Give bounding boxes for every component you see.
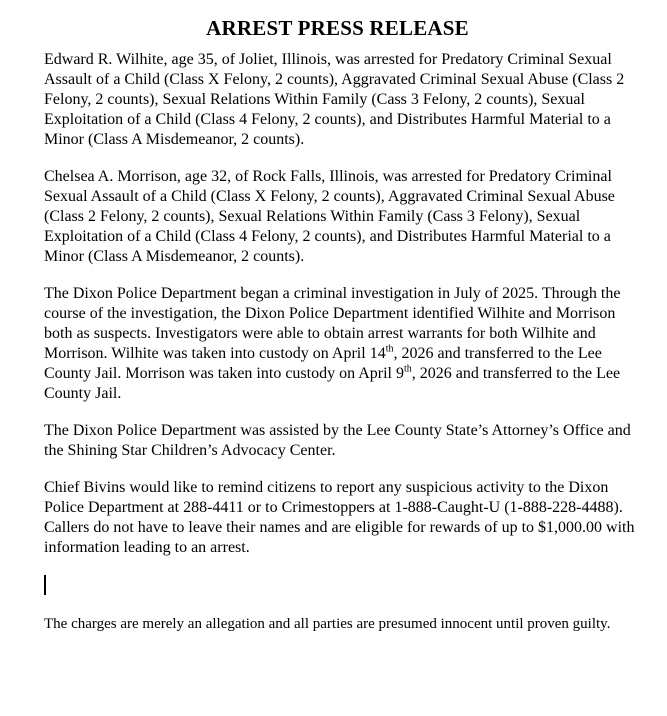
paragraph-morrison-charges[interactable]: Chelsea A. Morrison, age 32, of Rock Falls, Illinois, was arrested for Predatory Criminal Sexual Assault of a Child (Class X Felony, 2 counts), Aggravated Criminal Sexual Abuse (Class 2 Felony, 2 counts), Sexual Relations Within Family (Cass 3 Felony), Sexual Exploitation of a Child (Class 4 Felony, 2 counts), and Distributes Harmful Material to a Minor (Class A Misdemeanor, 2 counts).	[44, 168, 615, 265]
empty-editable-line[interactable]	[44, 575, 647, 595]
investigation-text-2: , 2026 and transferred to the Lee County Jail. Morrison was taken into custody on April 9	[44, 345, 602, 382]
ordinal-suffix-1: th	[385, 343, 394, 355]
investigation-text-3: , 2026 and transferred to the Lee County Jail.	[44, 365, 621, 402]
text-cursor	[44, 575, 46, 595]
paragraph-tip-line[interactable]: Chief Bivins would like to remind citizens to report any suspicious activity to the Dixon Police Department at 288-4411 or to Crimestoppers at 1-888-Caught-U (1-888-228-4488). Callers do not have to leave their names and are eligible for rewards of up to $1,000.00 with information leading to an arrest.	[44, 479, 635, 556]
paragraph-assistance[interactable]: The Dixon Police Department was assisted by the Lee County State’s Attorney’s Office and the Shining Star Children’s Advocacy Center.	[44, 422, 631, 459]
investigation-text-1: The Dixon Police Department began a criminal investigation in July of 2025. Through the course of the investigation, the Dixon Police Department identified Wilhite and Morrison both as suspects. Investigators were able to obtain arrest warrants for both Wilhite and Morrison. Wilhite was taken into custody on April 14	[44, 285, 621, 362]
ordinal-suffix-2: th	[403, 363, 412, 375]
paragraph-wilhite-charges[interactable]: Edward R. Wilhite, age 35, of Joliet, Illinois, was arrested for Predatory Criminal Sexual Assault of a Child (Class X Felony, 2 counts), Aggravated Criminal Sexual Abuse (Class 2 Felony, 2 counts), Sexual Relations Within Family (Cass 3 Felony, 2 counts), Sexual Exploitation of a Child (Class 4 Felony, 2 counts), and Distributes Harmful Material to a Minor (Class A Misdemeanor, 2 counts).	[44, 51, 625, 148]
paragraph-investigation[interactable]	[44, 284, 647, 404]
disclaimer-footnote[interactable]: The charges are merely an allegation and all parties are presumed innocent until proven guilty.	[44, 616, 611, 632]
document-title: ARREST PRESS RELEASE	[206, 16, 469, 40]
